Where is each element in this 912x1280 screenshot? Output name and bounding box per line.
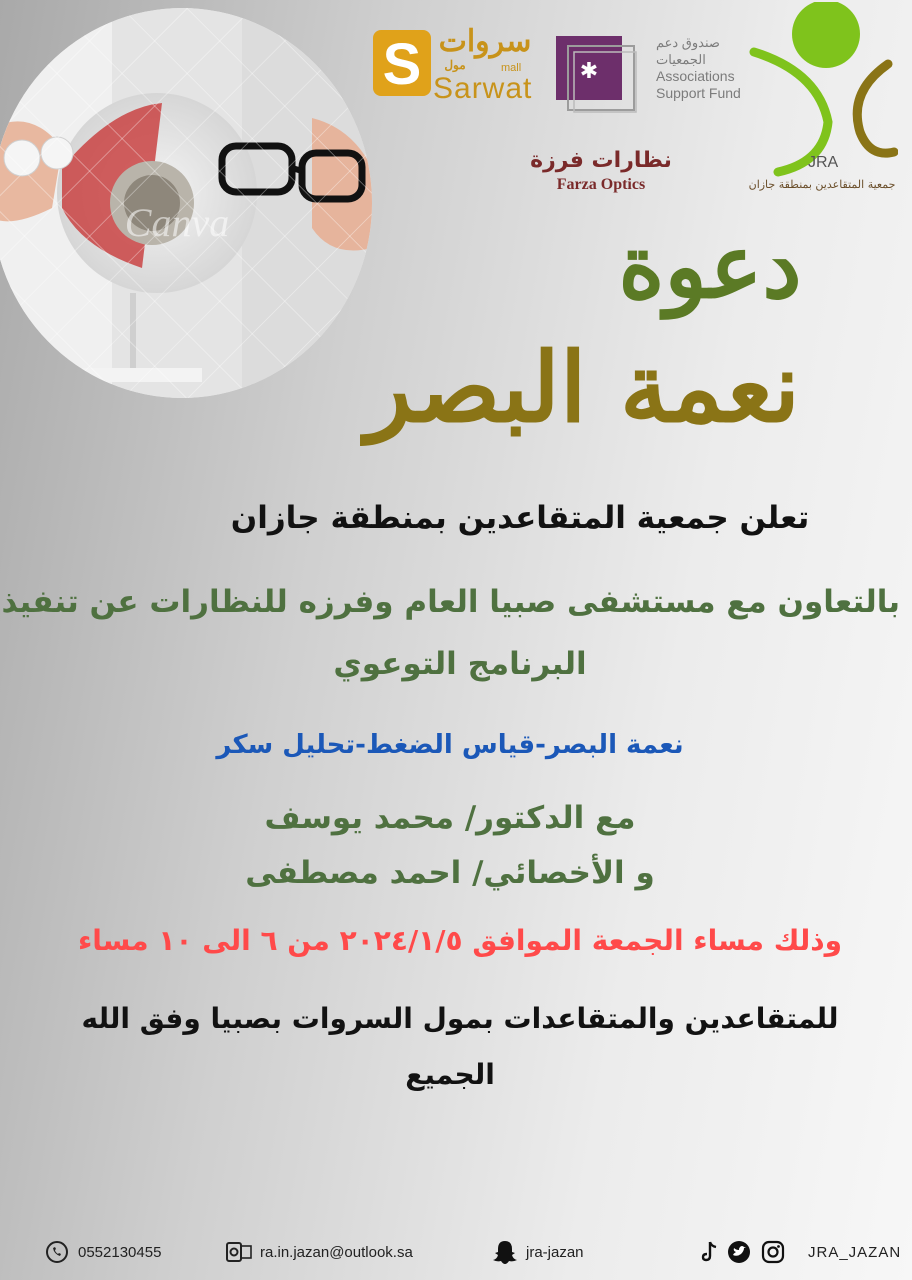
outlook-icon — [226, 1239, 252, 1265]
whatsapp-icon — [44, 1239, 70, 1265]
jra-en-text: JRA — [808, 154, 839, 171]
snapchat-icon — [492, 1239, 518, 1265]
sarwat-s-icon — [373, 30, 431, 96]
phone-number: 0552130455 — [78, 1243, 162, 1261]
support-fund-icon — [556, 36, 638, 114]
farza-en-text: Farza Optics — [556, 176, 646, 193]
footer-social[interactable] — [700, 1236, 901, 1268]
partner-line-1: بالتعاون مع مستشفى صبيا العام وفرزه للنظارات عن تنفيذ — [1, 584, 900, 620]
twitter-icon[interactable] — [726, 1239, 752, 1265]
sarwat-mall-ar-text: مول — [444, 58, 466, 72]
canva-watermark: Canva — [124, 200, 230, 245]
fund-ar-line1: صندوق دعم — [656, 35, 720, 50]
tiktok-icon[interactable] — [700, 1239, 718, 1265]
sarwat-ar-text: سروات — [438, 25, 532, 58]
jra-ar-text: جمعية المتقاعدين بمنطقة جازان — [748, 178, 896, 191]
fund-en-line2: Support Fund — [656, 85, 741, 101]
footer-phone[interactable] — [44, 1236, 161, 1268]
announcement-text: تعلن جمعية المتقاعدين بمنطقة جازان — [230, 500, 810, 536]
footer-snapchat[interactable] — [492, 1236, 584, 1268]
sarwat-en-text: Sarwat — [433, 72, 533, 105]
svg-text:✱: ✱ — [579, 59, 599, 84]
partner-line-2: البرنامج التوعوي — [333, 646, 587, 682]
date-time-text: وذلك مساء الجمعة الموافق ٢٠٢٤/١/٥ من ٦ الى ١٠ مساء — [77, 924, 843, 957]
snapchat-handle: jra-jazan — [526, 1243, 584, 1261]
closing-line-2: الجميع — [405, 1058, 495, 1091]
eye-model-photo — [0, 8, 372, 398]
title-invitation: دعوة — [618, 214, 802, 318]
social-handle: JRA_JAZAN — [808, 1243, 902, 1261]
doctor-text: مع الدكتور/ محمد يوسف — [264, 800, 636, 836]
closing-line-1: للمتقاعدين والمتقاعدات بمول السروات بصبيا وفق الله — [81, 1002, 839, 1035]
sarwat-mall-logo — [373, 25, 543, 105]
sarwat-mall-en-text: mall — [501, 62, 522, 74]
services-text: نعمة البصر-قياس الضغط-تحليل سكر — [216, 730, 684, 760]
svg-text:S: S — [382, 32, 422, 96]
footer-email[interactable] — [226, 1236, 413, 1268]
fund-ar-line2: الجمعيات — [656, 52, 706, 67]
jra-logo-icon — [748, 2, 898, 177]
fund-en-line1: Associations — [656, 68, 735, 84]
email-address: ra.in.jazan@outlook.sa — [260, 1243, 413, 1261]
support-fund-text — [656, 34, 756, 102]
farza-ar-text: نظارات فرزة — [530, 148, 672, 173]
instagram-icon[interactable] — [760, 1239, 786, 1265]
title-gift-of-sight: نعمة البصر — [365, 331, 800, 444]
specialist-text: و الأخصائي/ احمد مصطفى — [245, 855, 655, 891]
